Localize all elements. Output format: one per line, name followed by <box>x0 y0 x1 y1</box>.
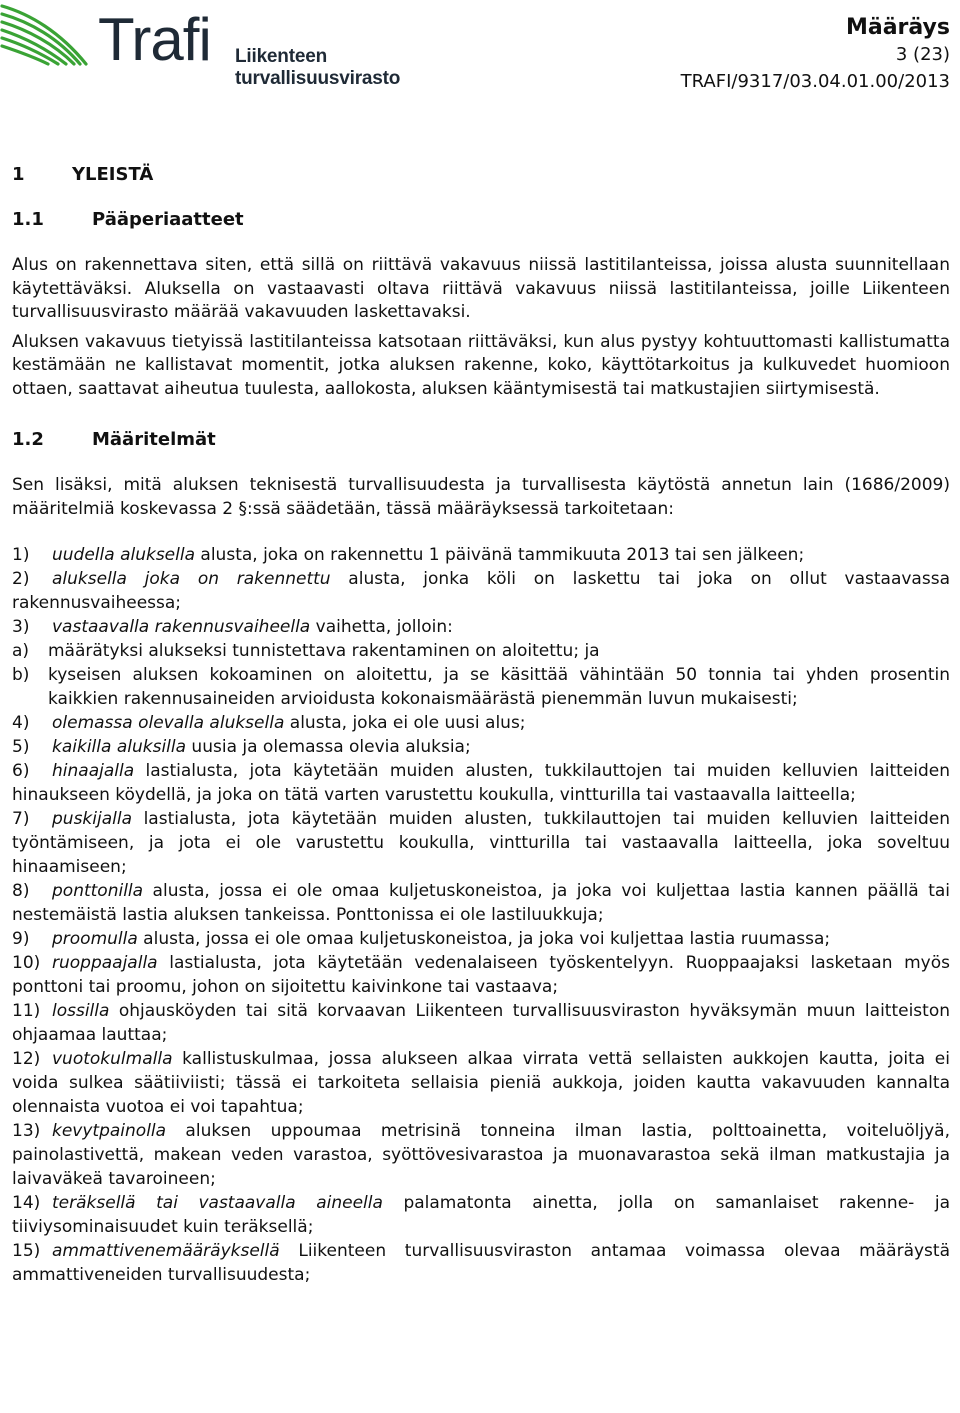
definition-text: ohjausköyden tai sitä korvaavan Liikenteen turvallisuusviraston hyväksymän muun laitteiston ohjaamaa lauttaa; <box>12 1001 950 1045</box>
definition-term: hinaajalla <box>52 761 135 781</box>
definition-term: teräksellä tai vastaavalla aineella <box>52 1193 383 1213</box>
section-number: 1 <box>12 164 25 185</box>
definition-text: kyseisen aluksen kokoaminen on aloitettu, ja se käsittää vähintään 50 tonnia tai yhden prosentin kaikkien rakennusaineiden arvioidusta kokonaismäärästä pienemmän luvun mukaisesti; <box>48 665 950 709</box>
definition-term: uudella aluksella <box>52 545 196 565</box>
section-title: Määritelmät <box>92 429 216 450</box>
definition-item <box>12 927 950 951</box>
definition-text: määrätyksi alukseksi tunnistettava rakentaminen on aloitettu; ja <box>48 641 600 661</box>
definition-number: 1) <box>12 545 30 565</box>
definition-term: aluksella joka on rakennettu <box>52 569 331 589</box>
section-heading-1-2 <box>12 429 950 450</box>
definition-item <box>12 663 950 711</box>
section-number: 1.1 <box>12 209 44 230</box>
definition-item <box>12 639 950 663</box>
definition-item <box>12 879 950 927</box>
definition-text: alusta, jossa ei ole omaa kuljetuskoneistoa, ja joka voi kuljettaa lastia kannen päällä tai nestemäistä lastia aluksen tankeissa. Ponttonissa ei ole lastiluukkuja; <box>12 881 950 925</box>
definition-number: 10) <box>12 953 41 973</box>
logo-subtitle: Liikenteen turvallisuusvirasto <box>235 46 401 89</box>
definition-item <box>12 951 950 999</box>
document-header-info <box>681 14 950 95</box>
paragraph: Sen lisäksi, mitä aluksen teknisestä turvallisuudesta ja turvallisesta käytöstä annetun lain (1686/2009) määritelmiä koskevassa 2 §:ssä säädetään, tässä määräyksessä tarkoitetaan: <box>12 475 950 519</box>
definition-text: kallistuskulmaa, jossa alukseen alkaa virrata vettä sellaisten aukkojen kautta, joita ei voida sulkea säätiiviisti; tässä ei tarkoiteta sellaisia pieniä aukkoja, joiden kautta vakavuuden kannalta olennaista vuotoa ei voi tapahtua; <box>12 1049 950 1117</box>
definition-text: lastialusta, jota käytetään muiden alusten, tukkilauttojen tai muiden kelluvien laitteiden hinaukseen köydellä, ja joka on tätä varten varustettu koukulla, vintturilla tai vastaavalla laitteella; <box>12 761 950 805</box>
definition-text: Liikenteen turvallisuusviraston antamaa voimassa olevaa määräystä ammattiveneiden turvallisuudesta; <box>12 1241 950 1285</box>
trafi-swoosh-icon <box>0 0 100 72</box>
section-title: Pääperiaatteet <box>92 209 244 230</box>
definition-number: b) <box>12 665 30 685</box>
definition-number: 12) <box>12 1049 41 1069</box>
definition-term: puskijalla <box>52 809 132 829</box>
definition-term: olemassa olevalla aluksella <box>52 713 285 733</box>
definition-item <box>12 1239 950 1287</box>
definition-item <box>12 711 950 735</box>
definition-text: alusta, jonka köli on laskettu tai joka on ollut vastaavassa rakennusvaiheessa; <box>12 569 950 613</box>
definition-item <box>12 759 950 807</box>
logo-wordmark: Trafi <box>98 6 211 73</box>
document-reference: TRAFI/9317/03.04.01.00/2013 <box>680 71 950 92</box>
section-heading-1-1 <box>12 209 950 230</box>
definition-term: proomulla <box>52 929 138 949</box>
definition-number: 13) <box>12 1121 41 1141</box>
section-heading-1 <box>12 164 950 185</box>
definition-term: ponttonilla <box>52 881 144 901</box>
definition-item <box>12 543 950 567</box>
section-number: 1.2 <box>12 429 44 450</box>
definition-item <box>12 1191 950 1239</box>
page-number: 3 (23) <box>895 44 950 65</box>
definition-item <box>12 1047 950 1119</box>
definition-text: palamatonta ainetta, jolla on samanlaiset rakenne- ja tiiviysominaisuudet kuin teräksellä; <box>12 1193 950 1237</box>
definition-term: kevytpainolla <box>52 1121 167 1141</box>
definition-item <box>12 567 950 615</box>
definition-number: 7) <box>12 809 30 829</box>
definition-term: vuotokulmalla <box>52 1049 173 1069</box>
definition-number: 14) <box>12 1193 41 1213</box>
definition-number: a) <box>12 641 30 661</box>
definition-number: 4) <box>12 713 30 733</box>
definitions-list <box>12 543 950 1287</box>
definition-number: 9) <box>12 929 30 949</box>
definition-text: alusta, jossa ei ole omaa kuljetuskoneistoa, ja joka voi kuljettaa lastia ruumassa; <box>137 929 831 949</box>
definition-text: alusta, joka ei ole uusi alus; <box>284 713 526 733</box>
definition-text: aluksen uppoumaa metrisinä tonneina ilman lastia, polttoainetta, voiteluöljyä, painolastivettä, makean veden varastoa, syöttövesivarastoa ja muonavarastoa sekä ilman matkustajia ja laivaväkeä tavaroineen; <box>12 1121 950 1189</box>
definition-term: ruoppaajalla <box>52 953 158 973</box>
definition-number: 11) <box>12 1001 41 1021</box>
section-title: YLEISTÄ <box>72 164 154 185</box>
definition-number: 8) <box>12 881 30 901</box>
definition-term: vastaavalla rakennusvaiheella <box>52 617 311 637</box>
paragraph: Alus on rakennettava siten, että sillä on riittävä vakavuus niissä lastitilanteissa, joissa alusta suunnitellaan käytettäväksi. Aluksella on vastaavasti oltava riittävä vakavuus niissä lastitilanteissa, joille Liikenteen turvallisuusvirasto määrää vakavuuden laskettavaksi. <box>12 255 950 322</box>
paragraph: Aluksen vakavuus tietyissä lastitilanteissa katsotaan riittäväksi, kun alus pystyy kohtuuttomasti kallistumatta kestämään ne kallistavat momentit, jotka aluksen rakenne, koko, käyttötarkoitus ja kulkuvedet huomioon ottaen, saattavat aiheutua tuulesta, aallokosta, aluksen kääntymisestä tai matkustajien siirtymisestä. <box>12 331 950 399</box>
document-type: Määräys <box>845 15 950 40</box>
definition-text: alusta, joka on rakennettu 1 päivänä tammikuuta 2013 tai sen jälkeen; <box>195 545 805 565</box>
definition-text: vaihetta, jolloin: <box>310 617 453 637</box>
definition-term: kaikilla aluksilla <box>52 737 187 757</box>
definition-number: 3) <box>12 617 30 637</box>
definition-item <box>12 1119 950 1191</box>
definition-number: 15) <box>12 1241 41 1261</box>
definition-text: uusia ja olemassa olevia aluksia; <box>186 737 471 757</box>
definition-number: 2) <box>12 569 30 589</box>
definition-text: lastialusta, jota käytetään vedenalaiseen työskentelyyn. Ruoppaajaksi lasketaan myös ponttoni tai proomu, johon on sijoitettu kaivinkone tai vastaava; <box>12 953 950 997</box>
trafi-logo <box>0 0 460 89</box>
definition-term: ammattivenemääräyksellä <box>52 1241 280 1261</box>
definition-term: lossilla <box>52 1001 110 1021</box>
definition-number: 6) <box>12 761 30 781</box>
document-body <box>12 164 950 1287</box>
definition-text: lastialusta, jota käytetään muiden alusten, tukkilauttojen tai muiden kelluvien laitteiden työntämiseen, ja jota ei ole varustettu koukulla, vintturilla tai vastaavalla laitteella, joka soveltuu hinaamiseen; <box>12 809 950 877</box>
definition-item <box>12 615 950 639</box>
definition-item <box>12 807 950 879</box>
definition-item <box>12 735 950 759</box>
definition-item <box>12 999 950 1047</box>
definition-number: 5) <box>12 737 30 757</box>
